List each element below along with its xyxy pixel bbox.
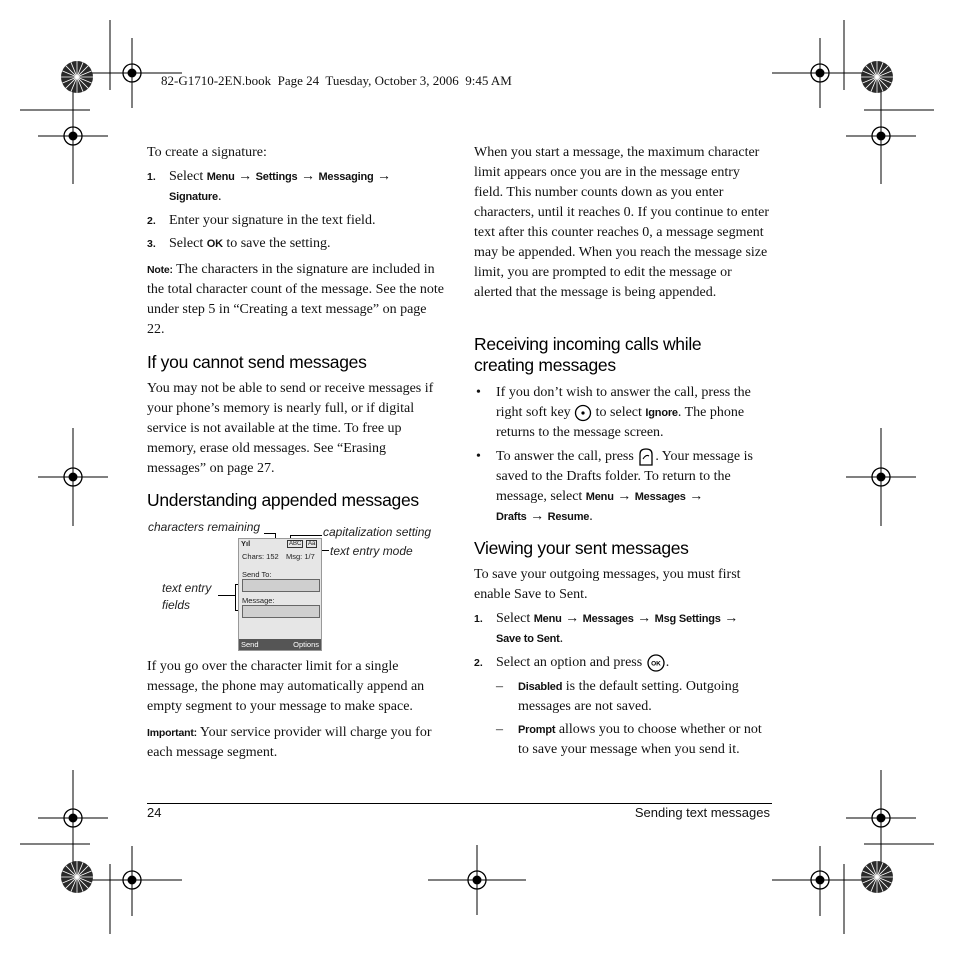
caption-text-entry: text entry	[162, 581, 212, 595]
caption-fields: fields	[162, 598, 191, 612]
heading-receiving-calls: Receiving incoming calls while creating messages	[474, 334, 702, 375]
caption-text-entry-mode: text entry mode	[330, 544, 413, 558]
heading-viewing-sent: Viewing your sent messages	[474, 538, 689, 558]
footer-rule	[147, 803, 772, 804]
mode-badge: ABC	[289, 541, 302, 547]
signature-step-1: 1. Select Menu → Settings → Messaging → Signature.	[147, 169, 391, 204]
option-disabled: – Disabled is the default setting. Outgoing messages are not saved.	[496, 679, 739, 714]
signature-label: Signature	[169, 191, 218, 203]
step-number: 2.	[474, 657, 483, 669]
drafts-label: Drafts	[496, 511, 527, 524]
screen-msg-counter: Msg: 1/7	[286, 552, 315, 561]
svg-text:OK: OK	[650, 660, 661, 668]
soft-key-bar	[239, 639, 321, 650]
character-limit-paragraph: When you start a message, the maximum character limit appears once you are in the message entry field. This number counts down as you enter characters, until it reaches 0. If you continue to enter text after this counter reaches 0, a message segment may be appended. When you reach the message size limit, you are prompted to edit the message or alerted that the message is being appended.	[474, 145, 770, 300]
book-slug: 82-G1710-2EN.book Page 24 Tuesday, October 3, 2006 9:45 AM	[161, 73, 512, 88]
messages-label: Messages	[634, 491, 686, 504]
signature-intro: To create a signature:	[147, 145, 267, 160]
viewing-sent-paragraph: To save your outgoing messages, you must first enable Save to Sent.	[474, 567, 741, 602]
soft-key-options: Options	[293, 640, 319, 649]
leader-line	[290, 535, 322, 536]
heading-appended-messages: Understanding appended messages	[147, 490, 419, 510]
menu-label: Menu	[585, 491, 614, 504]
section-title: Sending text messages	[634, 805, 770, 820]
disabled-label: Disabled	[518, 681, 563, 693]
leader-line	[218, 595, 236, 596]
signature-note: Note: The characters in the signature are included in the total character count of the message. See the note under step 5 in “Creating a text message” on page 22.	[147, 262, 444, 337]
signature-step-3: 3. Select OK to save the setting.	[147, 234, 449, 254]
heading-cannot-send: If you cannot send messages	[147, 352, 367, 372]
msg-settings-label: Msg Settings	[654, 613, 721, 625]
option-prompt: – Prompt allows you to choose whether or not to save your message when you send it.	[496, 722, 762, 757]
message-field	[242, 605, 320, 618]
page-number: 24	[147, 805, 162, 820]
appended-paragraph: If you go over the character limit for a single message, the phone may automatically append an empty segment to your message to make space.	[147, 659, 425, 714]
cannot-send-paragraph: You may not be able to send or receive messages if your phone’s memory is nearly full, or if digital service is not available at the time. To free up memory, erase old messages. See “Erasing messages” on page 27.	[147, 381, 434, 476]
ignore-label: Ignore	[645, 407, 678, 419]
important-label: Important:	[147, 727, 197, 739]
signature-step-2: 2. Enter your signature in the text field.	[147, 211, 449, 231]
ok-label: OK	[206, 238, 223, 250]
save-to-sent-label: Save to Sent	[496, 633, 560, 645]
messages-label: Messages	[582, 613, 634, 625]
note-label: Note:	[147, 264, 173, 276]
screen-chars-counter: Chars: 152	[242, 552, 279, 561]
resume-label: Resume	[547, 511, 590, 524]
sent-step-2: 2. Select an option and press OK .	[474, 653, 796, 673]
bullet-answer-call: • To answer the call, press . Your message is saved to the Drafts folder. To return to the message, select Menu → Messages → Drafts → Resume.	[476, 449, 753, 525]
prompt-label: Prompt	[518, 724, 556, 736]
ok-key-icon	[646, 654, 666, 672]
step-number: 1.	[147, 171, 156, 183]
leader-line	[235, 584, 236, 611]
signal-icon: Yıl	[241, 539, 251, 548]
send-call-key-icon	[637, 447, 655, 467]
menu-label: Menu	[206, 171, 235, 183]
step-number: 3.	[147, 238, 156, 250]
bullet-ignore-call: • If you don’t wish to answer the call, press the right soft key to select Ignore. The phone returns to the message screen.	[476, 385, 751, 440]
important-note: Important: Your service provider will charge you for each message segment.	[147, 725, 432, 760]
send-to-field	[242, 579, 320, 592]
sent-step-1: 1. Select Menu → Messages → Msg Settings → Save to Sent.	[474, 611, 739, 646]
menu-label: Menu	[533, 613, 562, 625]
screen-message-label: Message:	[242, 596, 275, 605]
phone-screen-illustration	[238, 538, 322, 651]
caption-characters-remaining: characters remaining	[148, 520, 261, 534]
settings-label: Settings	[255, 171, 298, 183]
messaging-label: Messaging	[318, 171, 374, 183]
screen-send-to-label: Send To:	[242, 570, 272, 579]
step-number: 2.	[147, 215, 156, 227]
right-soft-key-icon	[574, 404, 592, 422]
step-number: 1.	[474, 613, 483, 625]
caption-capitalization-setting: capitalization setting	[323, 525, 432, 539]
cap-badge: Aa	[308, 541, 316, 547]
soft-key-send: Send	[241, 640, 259, 649]
